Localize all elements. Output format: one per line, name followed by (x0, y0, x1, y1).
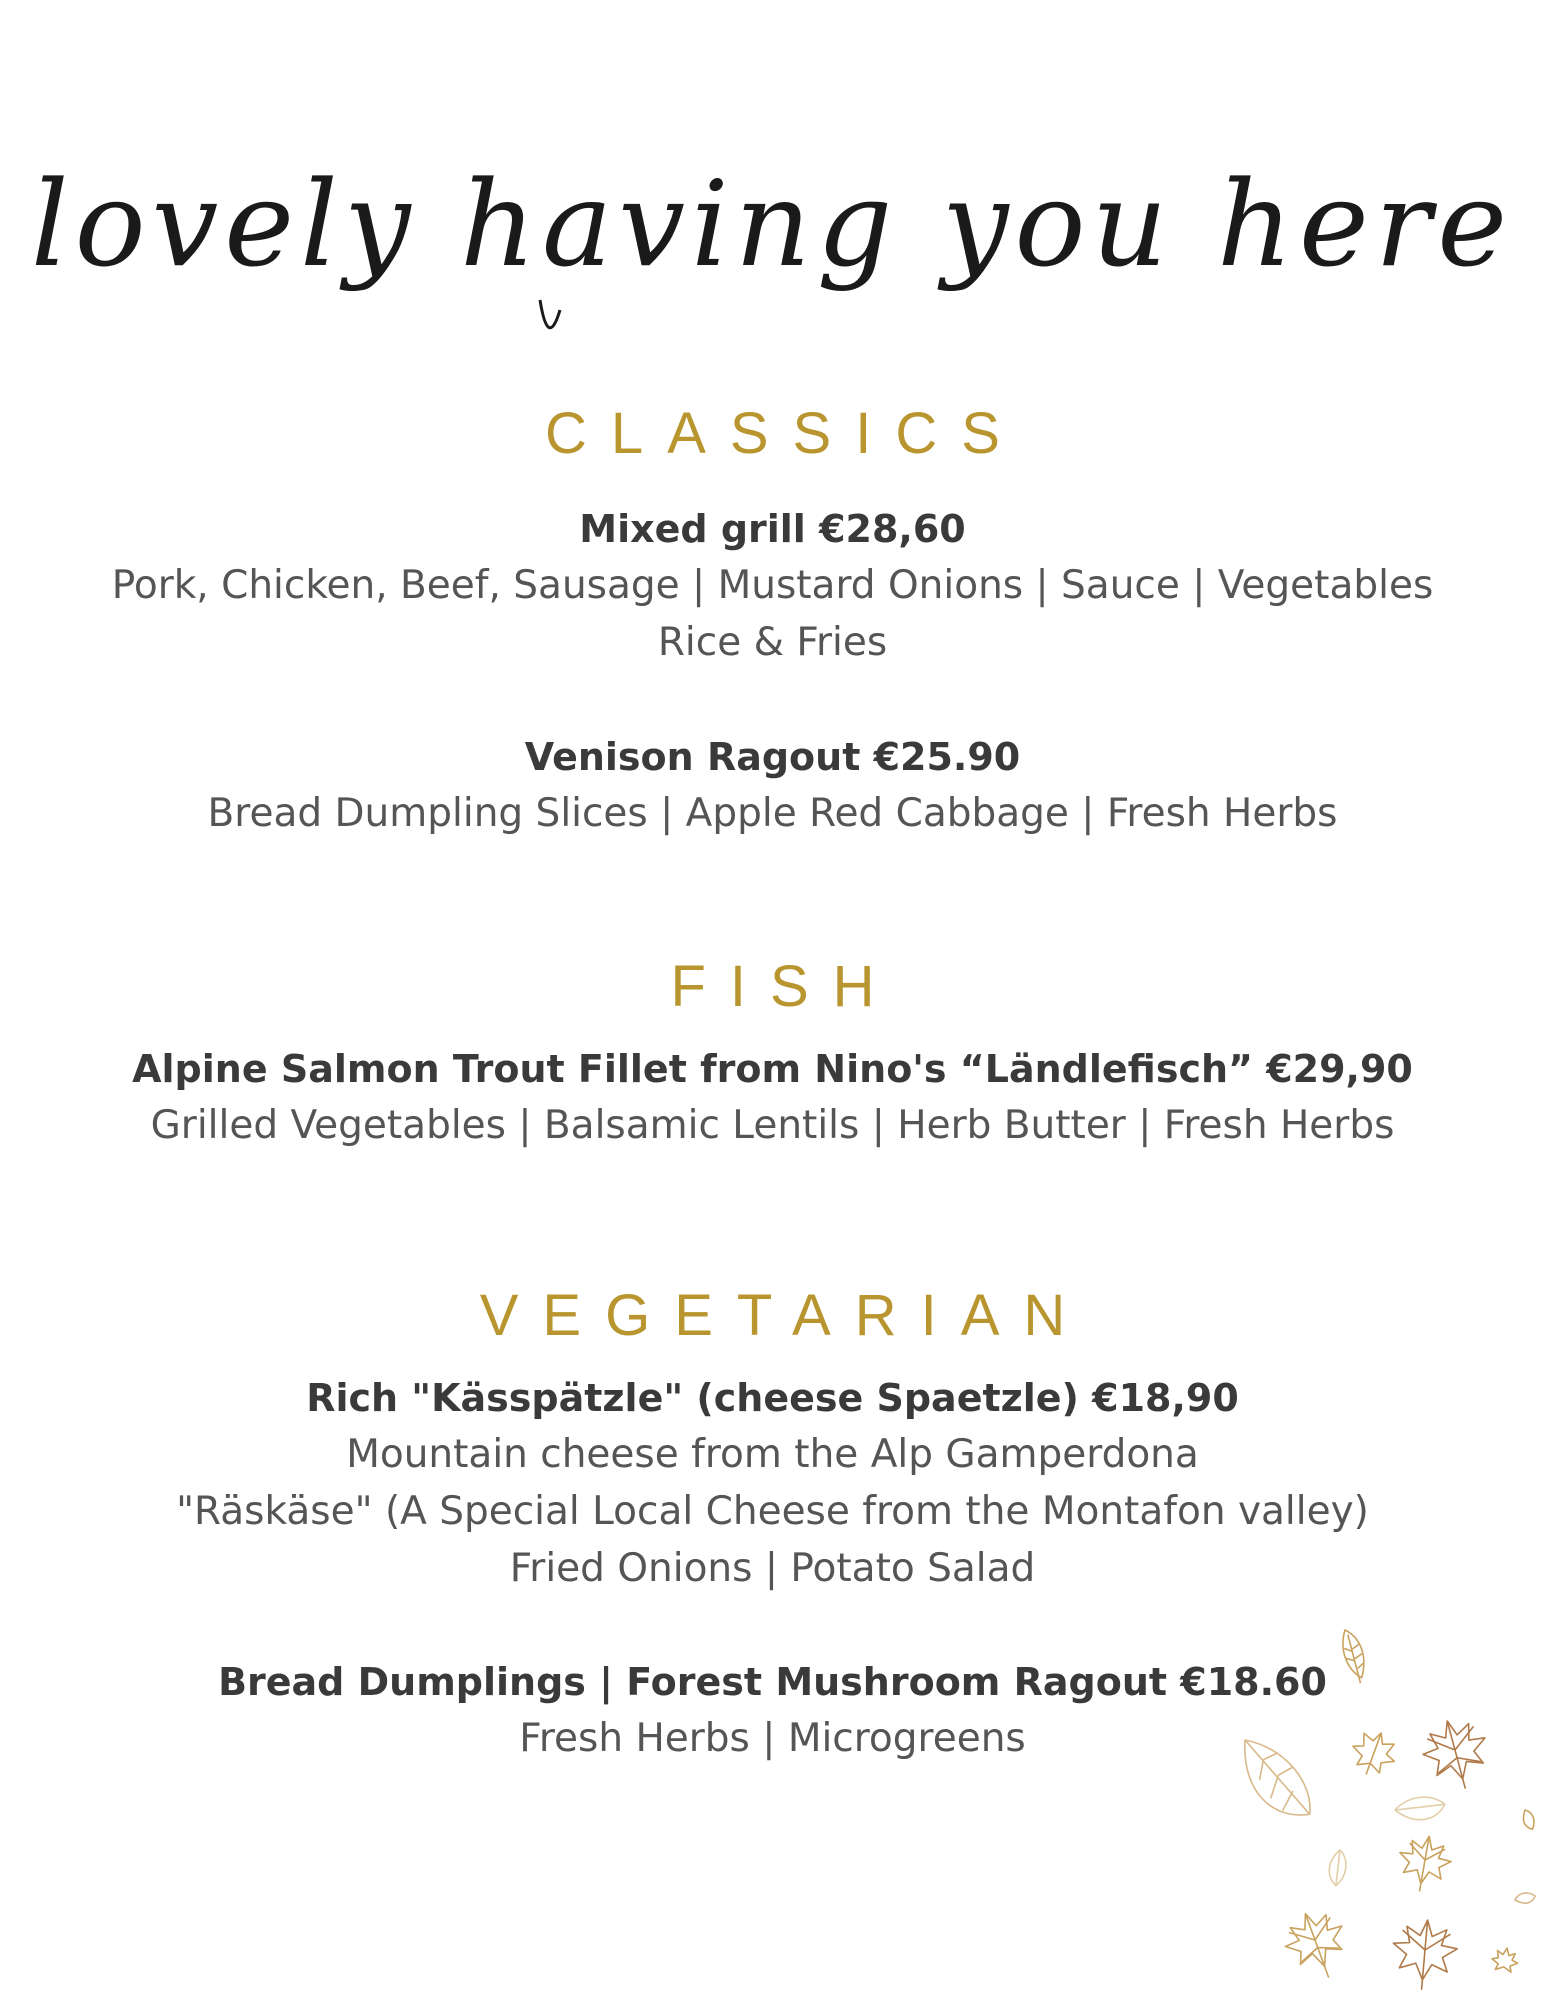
maple-leaf-icon (1277, 1903, 1357, 1987)
leaf-icon (1345, 1726, 1401, 1782)
dish-name-mixed-grill: Mixed grill €28,60 (579, 507, 966, 551)
dish-desc-mixed-grill-2: Rice & Fries (657, 620, 888, 665)
welcome-script-text: lovely having you here (30, 160, 1514, 293)
dish-name-bread-dumplings: Bread Dumplings | Forest Mushroom Ragout €18.60 (218, 1660, 1327, 1704)
leaf-icon (1518, 1809, 1540, 1830)
autumn-leaves-decoration (1225, 1600, 1545, 2000)
dish-desc-kasspatzle-3: Fried Onions | Potato Salad (509, 1546, 1036, 1591)
dish-name-kasspatzle: Rich "Kässpätzle" (cheese Spaetzle) €18,90 (306, 1376, 1239, 1420)
dish-desc-mixed-grill-1: Pork, Chicken, Beef, Sausage | Mustard Onions | Sauce | Vegetables (111, 563, 1434, 608)
section-title-vegetarian: VEGETARIAN (479, 1283, 1090, 1348)
welcome-script-title (0, 160, 1545, 340)
dish-desc-salmon-trout-1: Grilled Vegetables | Balsamic Lentils | Herb Butter | Fresh Herbs (150, 1103, 1395, 1148)
leaf-icon (1514, 1887, 1536, 1908)
leaf-icon (1394, 1785, 1447, 1831)
dish-name-salmon-trout: Alpine Salmon Trout Fillet from Nino's “Ländlefisch” €29,90 (132, 1047, 1413, 1091)
dish-desc-venison-ragout-1: Bread Dumpling Slices | Apple Red Cabbage | Fresh Herbs (207, 791, 1338, 836)
maple-leaf-icon (1416, 1713, 1496, 1797)
dish-desc-kasspatzle-2: "Räskäse" (A Special Local Cheese from the Montafon valley) (176, 1489, 1369, 1534)
dish-desc-kasspatzle-1: Mountain cheese from the Alp Gamperdona (346, 1432, 1199, 1477)
leaf-icon (1490, 1946, 1520, 1973)
dish-name-venison-ragout: Venison Ragout €25.90 (524, 735, 1021, 779)
leaf-icon (1225, 1738, 1328, 1823)
leaf-icon (1323, 1849, 1353, 1886)
section-title-classics: CLASSICS (545, 401, 1024, 466)
dish-desc-bread-dumplings-1: Fresh Herbs | Microgreens (519, 1716, 1026, 1761)
section-title-fish: FISH (670, 954, 899, 1019)
maple-leaf-icon (1390, 1917, 1460, 1992)
maple-leaf-icon (1394, 1832, 1455, 1896)
leaf-icon (1340, 1628, 1368, 1685)
